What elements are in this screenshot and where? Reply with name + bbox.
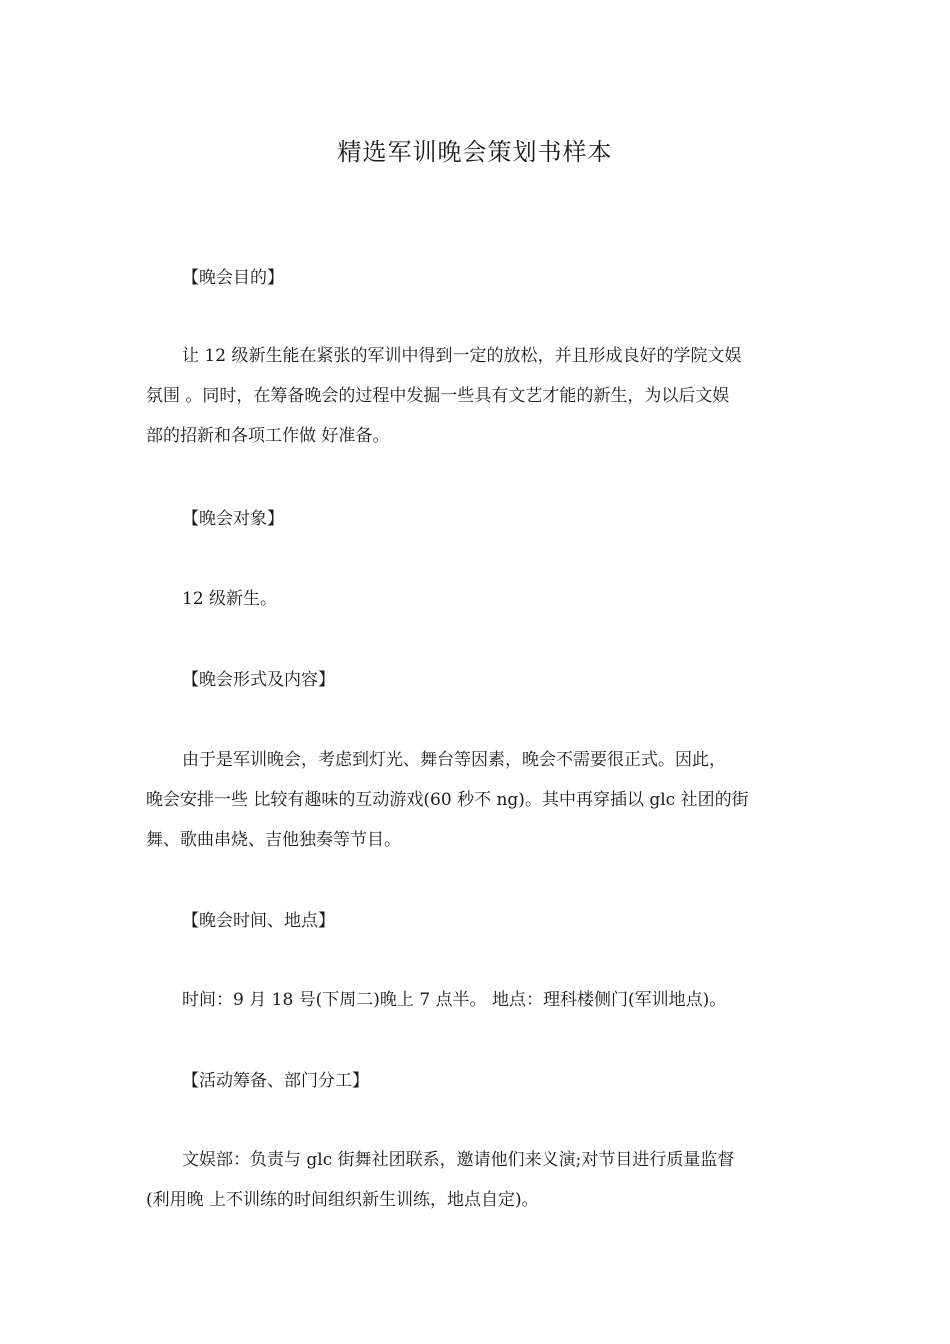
section-body-audience bbox=[146, 579, 811, 619]
document-title: 精选军训晚会策划书样本 bbox=[337, 138, 613, 166]
paragraph-line: 文娱部：负责与 glc 街舞社团联系，邀请他们来义演;对节目进行质量监督 bbox=[182, 1150, 735, 1170]
paragraph-line: 晚会安排一些 比较有趣味的互动游戏(60 秒不 ng)。其中再穿插以 glc 社团的街 bbox=[146, 790, 749, 810]
paragraph-line: 让 12 级新生能在紧张的军训中得到一定的放松，并且形成良好的学院文娱 bbox=[182, 346, 742, 366]
paragraph-line: 12 级新生。 bbox=[182, 589, 278, 609]
paragraph-line: (利用晚 上不训练的时间组织新生训练，地点自定)。 bbox=[146, 1190, 539, 1210]
section-body-time-place bbox=[146, 980, 811, 1020]
paragraph-line: 氛围 。同时，在筹备晚会的过程中发掘一些具有文艺才能的新生，为以后文娱 bbox=[146, 386, 730, 406]
section-heading-time-place: 【晚会时间、地点】 bbox=[182, 911, 335, 931]
section-heading-preparation: 【活动筹备、部门分工】 bbox=[182, 1071, 369, 1091]
paragraph-line: 时间：9 月 18 号(下周二)晚上 7 点半。 地点：理科楼侧门(军训地点)。 bbox=[182, 990, 727, 1010]
section-body-format bbox=[146, 740, 811, 860]
paragraph-line: 舞、歌曲串烧、吉他独奏等节目。 bbox=[146, 830, 401, 850]
section-body-purpose bbox=[146, 336, 811, 456]
section-heading-audience: 【晚会对象】 bbox=[182, 509, 284, 529]
paragraph-line: 部的招新和各项工作做 好准备。 bbox=[146, 426, 390, 446]
section-heading-format: 【晚会形式及内容】 bbox=[182, 670, 335, 690]
paragraph-line: 由于是军训晚会，考虑到灯光、舞台等因素，晚会不需要很正式。因此， bbox=[182, 750, 726, 770]
section-body-preparation bbox=[146, 1140, 811, 1220]
section-heading-purpose: 【晚会目的】 bbox=[182, 268, 284, 288]
